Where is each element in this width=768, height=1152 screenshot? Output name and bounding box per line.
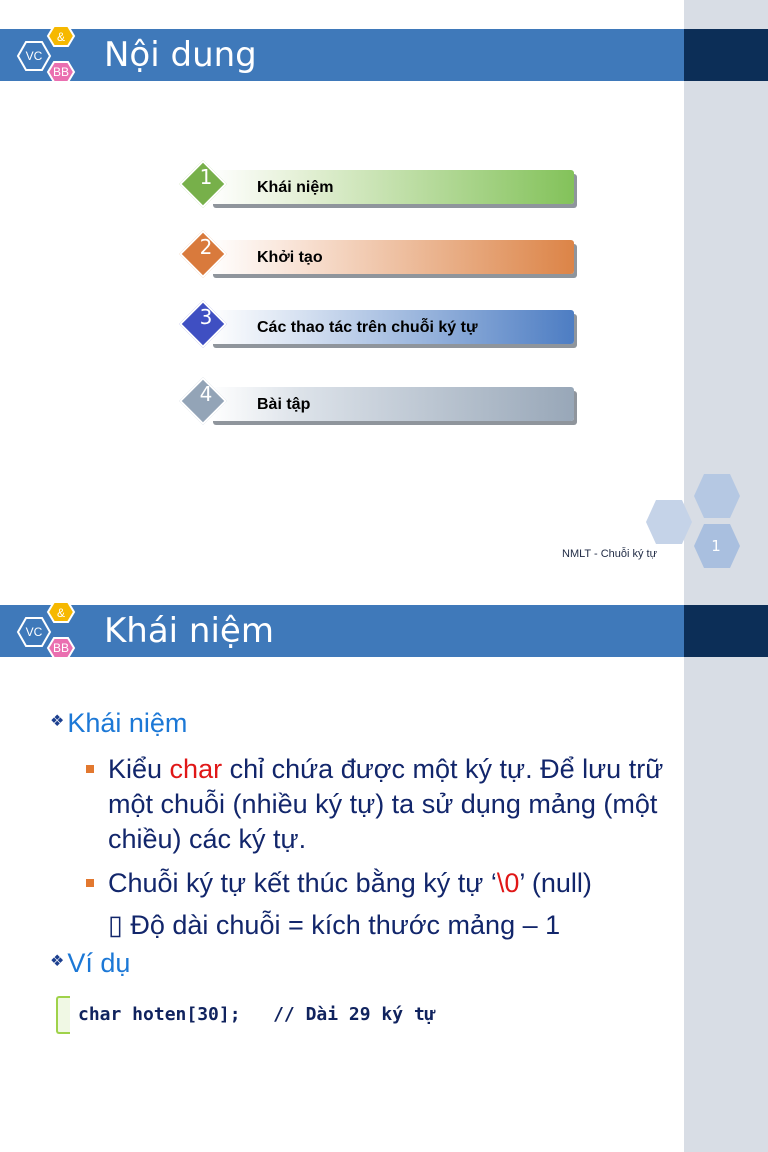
diamond-bullet-icon: ❖ <box>50 713 65 730</box>
keyword-char: char <box>169 754 223 784</box>
bullet-heading-example <box>50 948 130 979</box>
page-number: 1 <box>711 537 721 555</box>
agenda-label: Khái niệm <box>257 179 334 196</box>
p2-text-start: Chuỗi ký tự kết thúc bằng ký tự ‘ <box>108 868 497 898</box>
vcbb-logo <box>10 594 90 674</box>
logo-bb: BB <box>52 65 70 79</box>
title-bar-accent <box>684 29 768 81</box>
square-bullet-icon <box>86 765 94 773</box>
square-bullet-icon <box>86 879 94 887</box>
implies-box-icon: ▯ <box>108 910 123 940</box>
code-line: char hoten[30]; // Dài 29 ký tự <box>78 1004 436 1025</box>
paragraph-null-terminator <box>108 866 698 901</box>
side-panel <box>684 576 768 1152</box>
logo-vc: VC <box>25 625 43 639</box>
agenda-label: Bài tập <box>257 396 311 413</box>
paragraph-char-type <box>108 752 698 857</box>
agenda-item-1[interactable] <box>180 162 585 210</box>
paragraph-length-rule <box>108 908 698 943</box>
title-bar <box>0 605 684 657</box>
p2-text-end: ’ (null) <box>519 868 592 898</box>
agenda-number: 4 <box>199 382 213 406</box>
logo-amp: & <box>56 606 66 620</box>
bullet-heading-concept <box>50 708 187 739</box>
agenda-number: 1 <box>199 165 213 189</box>
logo-bb: BB <box>52 641 70 655</box>
code-block-marker <box>56 996 70 1034</box>
agenda-number: 2 <box>199 235 213 259</box>
title-bar-accent <box>684 605 768 657</box>
heading-text: Ví dụ <box>67 948 131 978</box>
p3-text: Độ dài chuỗi = kích thước mảng – 1 <box>122 910 561 940</box>
agenda-item-2[interactable] <box>180 232 585 280</box>
heading-text: Khái niệm <box>67 708 188 738</box>
logo-amp: & <box>56 30 66 44</box>
agenda-item-3[interactable] <box>180 302 585 350</box>
p1-text-start: Kiểu <box>108 754 170 784</box>
agenda-item-4[interactable] <box>180 379 585 427</box>
agenda-label: Khởi tạo <box>257 249 323 266</box>
slide-title: Khái niệm <box>104 611 274 651</box>
agenda-number: 3 <box>199 305 213 329</box>
slide-title: Nội dung <box>104 35 257 75</box>
footer-text: NMLT - Chuỗi ký tự <box>562 548 657 560</box>
title-bar <box>0 29 684 81</box>
keyword-null-char: \0 <box>496 868 520 898</box>
vcbb-logo <box>10 18 90 98</box>
agenda-label: Các thao tác trên chuỗi ký tự <box>257 319 478 336</box>
logo-vc: VC <box>25 49 43 63</box>
p1-text-end: chỉ chứa được một ký tự. Để lưu trữ một chuỗi (nhiều ký tự) ta sử dụng mảng (một chiều) các ký tự. <box>108 754 664 854</box>
slide-concept <box>0 576 768 1152</box>
diamond-bullet-icon: ❖ <box>50 953 65 970</box>
